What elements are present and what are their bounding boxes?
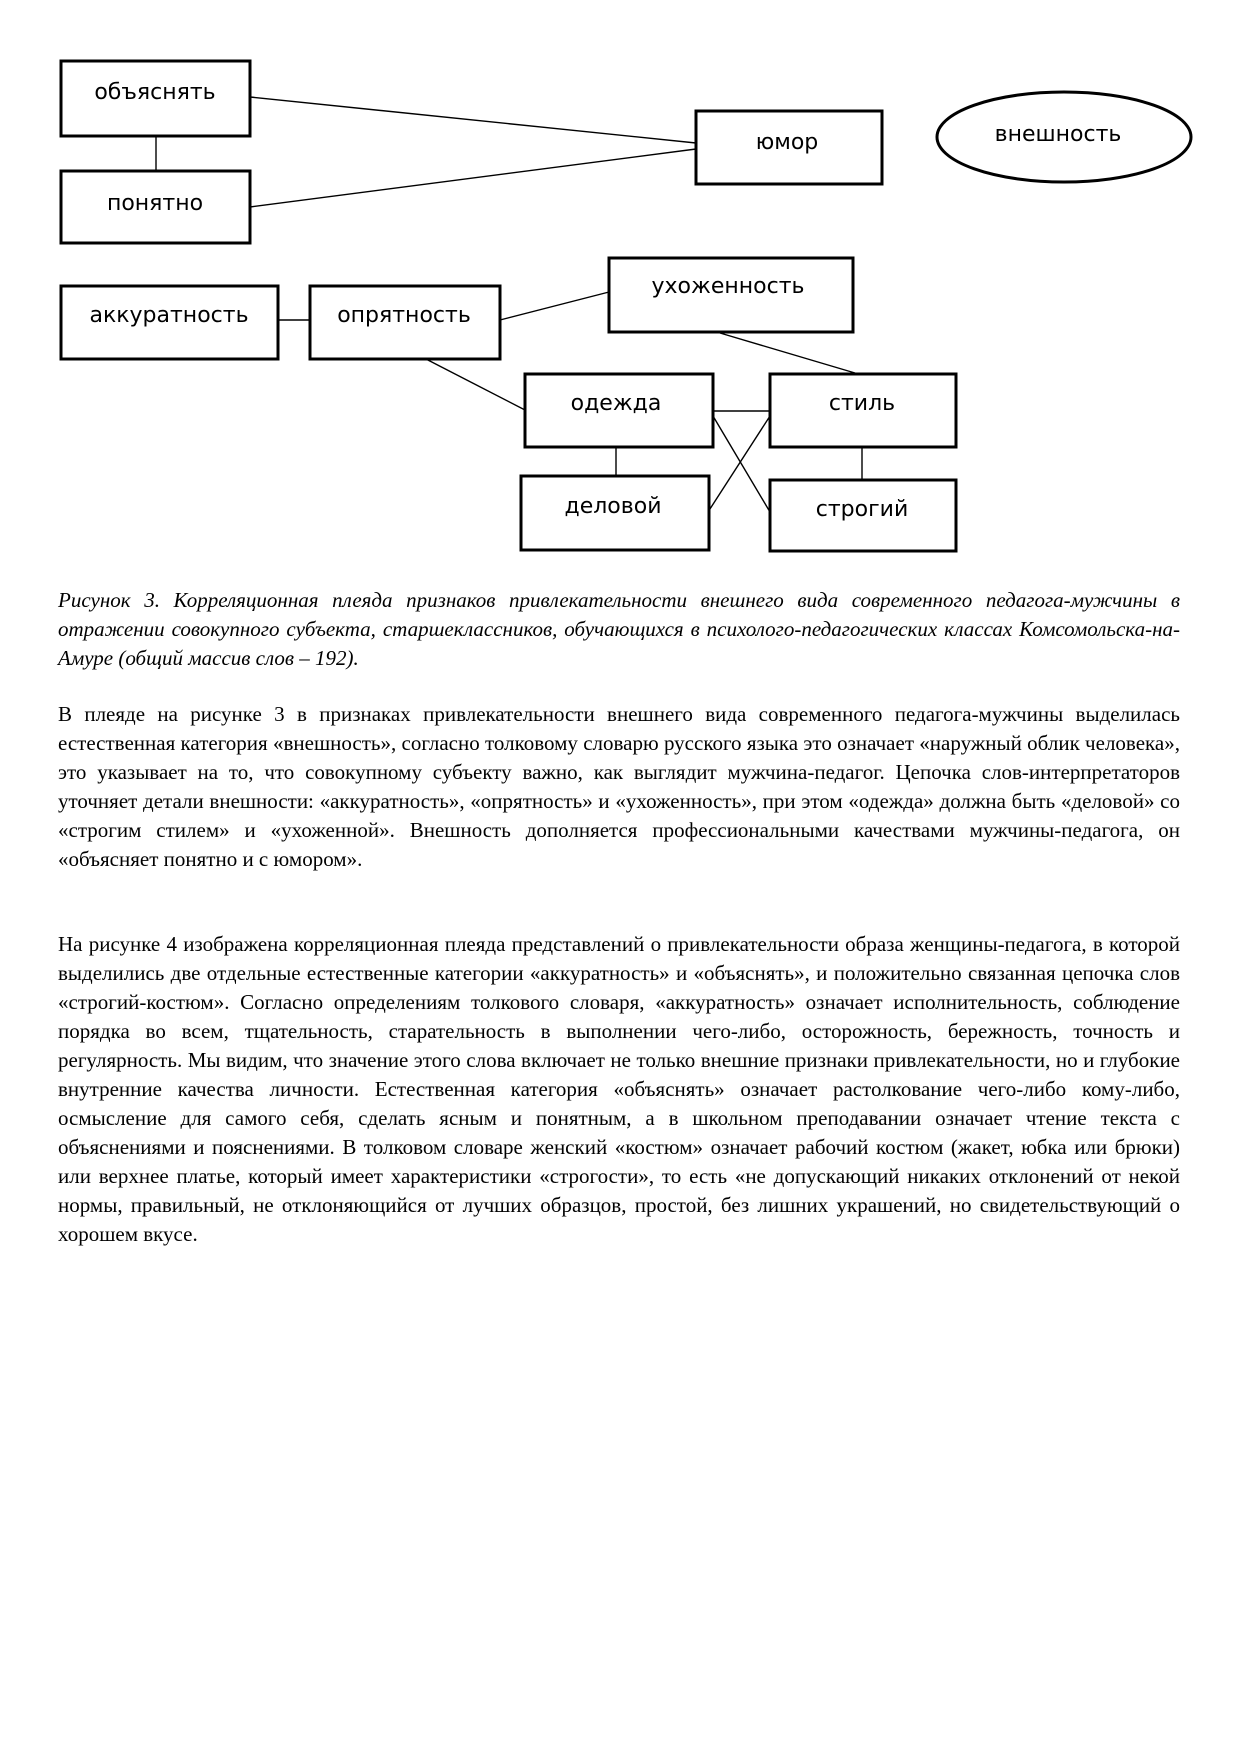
correlation-pleiad-diagram <box>0 0 1240 570</box>
node-label-vneshnost: внешность <box>994 122 1122 147</box>
edge-ponyatno-yumor <box>250 149 696 207</box>
node-label-strogiy: строгий <box>815 497 909 522</box>
edge-uhozhennost-stil <box>720 333 855 373</box>
node-label-stil: стиль <box>828 391 896 416</box>
node-label-akkuratnost: аккуратность <box>89 303 249 328</box>
node-label-delovoy: деловой <box>564 494 662 519</box>
node-label-uhozhennost: ухоженность <box>651 274 805 299</box>
node-label-ponyatno: понятно <box>106 191 204 216</box>
edge-opryatnost-uhozhennost <box>500 292 609 320</box>
node-label-opryatnost: опрятность <box>337 303 471 328</box>
edge-obyasnyat-yumor <box>250 97 696 143</box>
node-label-odezhda: одежда <box>570 391 662 416</box>
edge-opryatnost-odezhda <box>424 358 525 410</box>
node-label-yumor: юмор <box>755 130 819 155</box>
body-paragraph: На рисунке 4 изображена корреляционная плеяда представлений о привлекательности образа женщины-педагога, в которой выделились две отдельные естественные категории «аккуратность» и «объяснять», и положительно связанная цепочка слов «строгий-костюм». Согласно определениям толкового словаря, «аккуратность» означает исполнительность, соблюдение порядка во всем, тщательность, старательность в выполнении чего-либо, осторожность, бережность, точность и регулярность. Мы видим, что значение этого слова включает не только внешние признаки привлекательности, но и глубокие внутренние качества личности. Естественная категория «объяснять» означает растолкование чего-либо кому-либо, осмысление для самого себя, сделать ясным и понятным, а в школьном преподавании означает чтение текста с объяснениями и пояснениями. В толковом словаре женский «костюм» означает рабочий костюм (жакет, юбка или брюки) или верхнее платье, который имеет характеристики «строгости», то есть «не допускающий никаких отклонений от некой нормы, правильный, не отклоняющийся от лучших образцов, простой, без лишних украшений, но свидетельствующий о хорошем вкусе. <box>58 932 1180 1246</box>
figure-caption: Рисунок 3. Корреляционная плеяда признаков привлекательности внешнего вида современного педагога-мужчины в отражении совокупного субъекта, старшеклассников, обучающихся в психолого-педагогических классах Комсомольска-на-Амуре (общий массив слов – 192). <box>58 588 1180 670</box>
body-paragraph: В плеяде на рисунке 3 в признаках привлекательности внешнего вида современного педагога-мужчины выделилась естественная категория «внешность», согласно толковому словарю русского языка это означает «наружный облик человека», это указывает на то, что совокупному субъекту важно, как выглядит мужчина-педагог. Цепочка слов-интерпретаторов уточняет детали внешности: «аккуратность», «опрятность» и «ухоженность», при этом «одежда» должна быть «деловой» со «строгим стилем» и «ухоженной». Внешность дополняется профессиональными качествами мужчины-педагога, он «объясняет понятно и с юмором». <box>58 702 1180 871</box>
node-label-obyasnyat: объяснять <box>94 80 216 105</box>
